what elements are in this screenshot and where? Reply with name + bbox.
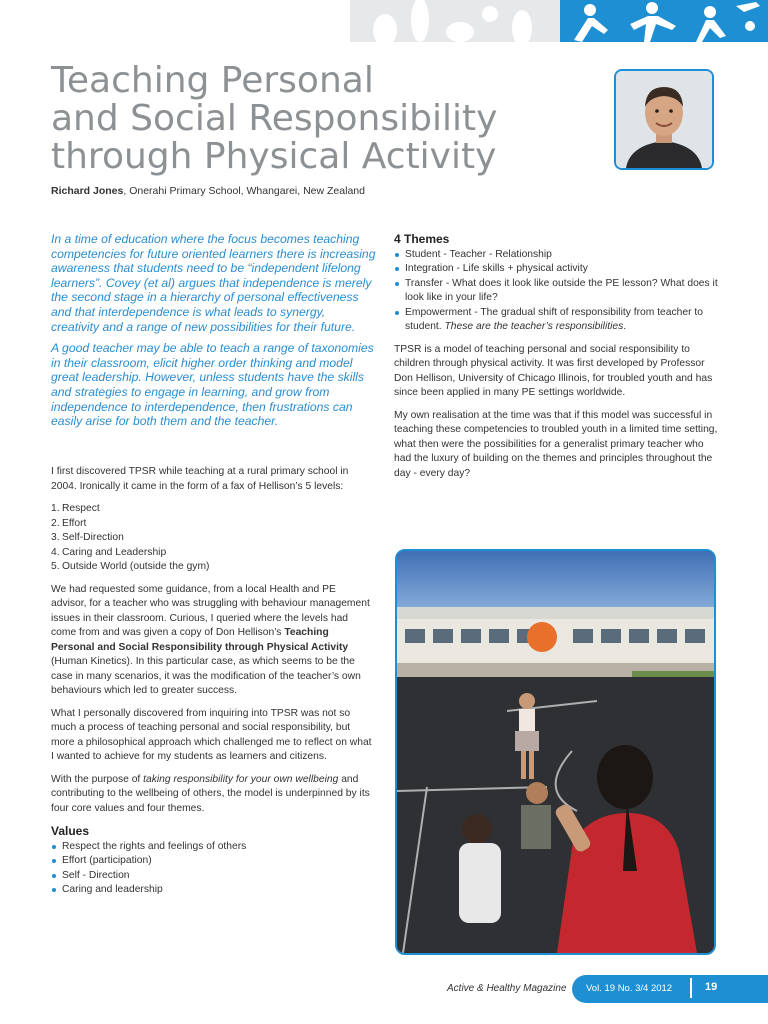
text-span: and contributing to the wellbeing of others, the model is underpinned by its four core values and four themes. — [51, 773, 370, 814]
list-label: Respect — [62, 503, 100, 514]
paragraph — [51, 773, 373, 817]
banner-figures-icon — [560, 0, 768, 42]
levels-list — [51, 502, 373, 575]
text-span: . — [623, 321, 627, 332]
footer-divider — [690, 978, 692, 998]
intro-paragraph: A good teacher may be able to teach a range of taxonomies in their classroom, elicit higher order thinking and model great leadership. However, unless students have the skills and strategies to engage in learning, and grow from independence to interdependence, then frustrations can easily arise for both them and the teacher. — [51, 341, 374, 429]
list-label: Caring and Leadership — [62, 546, 167, 558]
page-number: 19 — [705, 981, 718, 993]
text-span: We had requested some guidance, from a local Health and PE advisor, for a teacher who was struggling with behaviour management issues in their classroom. Curious, I queried where the levels had come from and was given a copy of Don Hellison’s — [51, 583, 370, 638]
list-item — [51, 531, 373, 546]
list-number: 2. — [51, 517, 60, 529]
paragraph — [51, 583, 373, 699]
list-item: Transfer - What does it look like outside the PE lesson? What does it look like in your life? — [394, 277, 719, 306]
byline — [51, 185, 365, 197]
emphasis: taking responsibility for your own wellbeing — [143, 773, 339, 785]
schoolyard-photo-icon — [397, 551, 714, 953]
list-item — [394, 306, 719, 335]
list-item — [51, 546, 373, 561]
list-label: Self-Direction — [62, 532, 124, 543]
author-portrait-icon — [616, 71, 712, 168]
schoolyard-photo — [395, 549, 716, 955]
text-span: With the purpose of — [51, 773, 144, 785]
list-item: Student - Teacher - Relationship — [394, 248, 719, 263]
text-span: (Human Kinetics). In this particular case, as which seems to be the case in many scenarios, it was the modification of the teacher’s own behaviours which led to greater success. — [51, 656, 361, 696]
left-column — [51, 465, 373, 906]
list-item: Caring and leadership — [51, 883, 373, 898]
list-item: Integration - Life skills + physical activity — [394, 262, 719, 277]
title-line: Teaching Personal — [51, 60, 374, 101]
list-item: Self - Direction — [51, 869, 373, 884]
values-list — [51, 840, 373, 898]
list-item — [51, 517, 373, 532]
list-label: Outside World (outside the gym) — [62, 561, 210, 572]
emphasis: These are the teacher’s responsibilities — [444, 321, 624, 332]
intro-text — [51, 232, 376, 436]
footer-volume: Vol. 19 No. 3/4 2012 — [586, 983, 673, 994]
list-item — [51, 560, 373, 575]
themes-heading: 4 Themes — [394, 232, 450, 246]
right-column — [394, 232, 719, 489]
author-portrait — [614, 69, 714, 170]
paragraph: My own realisation at the time was that if this model was successful in teaching these competencies to troubled youth in a limited time setting, what then were the possibilities for a generalist primary teacher who had the luxury of building on the themes and principles throughout the day - every day? — [394, 409, 718, 479]
title-line: and Social Responsibility — [51, 98, 498, 139]
themes-list — [394, 248, 719, 335]
banner-figures-grey-icon — [350, 0, 560, 42]
footer-magazine-name: Active & Healthy Magazine — [447, 983, 567, 994]
list-label: Effort — [62, 517, 87, 529]
list-number: 5. — [51, 561, 60, 572]
author-affiliation: , Onerahi Primary School, Whangarei, New Zealand — [123, 185, 365, 197]
paragraph: I first discovered TPSR while teaching at a rural primary school in 2004. Ironically it came in the form of a fax of Hellison’s 5 levels: — [51, 466, 349, 492]
paragraph: TPSR is a model of teaching personal and social responsibility to children through physical activity. It was first developed by Professor Don Hellison, University of Chicago Illinois, for troubled youth and has since been applied in many PE settings worldwide. — [394, 343, 713, 398]
banner-decoration-blue — [560, 0, 768, 42]
list-item: Respect the rights and feelings of others — [51, 840, 373, 855]
paragraph: What I personally discovered from inquiring into TPSR was not so much a process of teaching personal and social responsibility, but more a philosophical approach which challenged me to reflect on what I wanted to achieve for my students as learners and citizens. — [51, 707, 372, 762]
list-item: Effort (participation) — [51, 854, 373, 869]
list-number: 4. — [51, 546, 60, 558]
banner-decoration-grey — [350, 0, 560, 42]
text-span: Empowerment - The gradual shift of responsibility from teacher to student. — [405, 306, 703, 332]
author-name: Richard Jones — [51, 185, 124, 197]
list-number: 3. — [51, 532, 60, 543]
intro-paragraph: In a time of education where the focus becomes teaching competencies for future oriented learners there is increasing awareness that students need to be “independent lifelong learners”. Covey (et al) argues that independence is merely the second stage in a hierarchy of personal effectiveness and that interdependence is what leads to synergy, creativity and a range of new possibilities for their future. — [51, 232, 376, 334]
article-title — [51, 62, 591, 176]
book-title: Teaching Personal and Social Responsibility through Physical Activity — [51, 627, 349, 653]
list-number: 1. — [51, 503, 60, 514]
values-heading: Values — [51, 824, 90, 838]
list-item — [51, 502, 373, 517]
title-line: through Physical Activity — [51, 136, 497, 177]
